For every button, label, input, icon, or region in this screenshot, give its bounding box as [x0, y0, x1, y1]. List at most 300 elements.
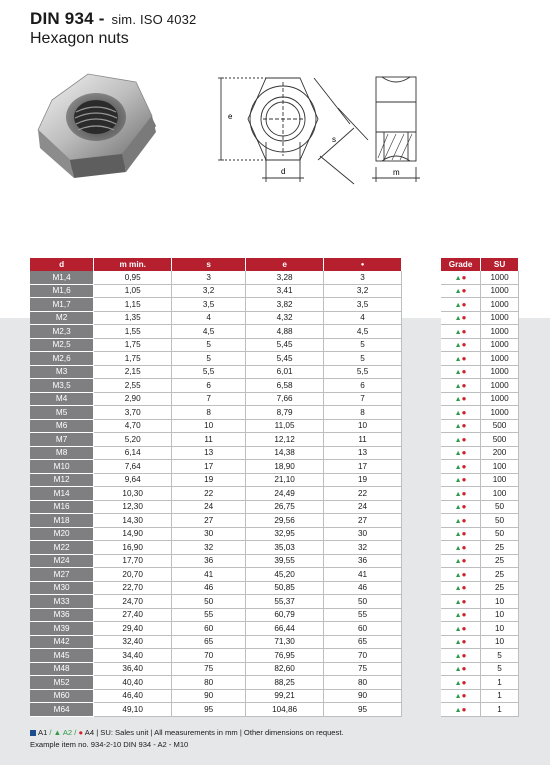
table-cell: 35,03 [246, 541, 324, 555]
table-cell: 3,2 [172, 284, 246, 298]
table-cell: 19 [172, 473, 246, 487]
table-row [30, 689, 402, 703]
grade-cell [441, 554, 481, 568]
su-cell: 1000 [481, 379, 519, 393]
a2-green-triangle-icon: ▲ [454, 558, 462, 566]
table-cell: 14,30 [94, 514, 172, 528]
table-row [30, 635, 402, 649]
dimension-label-s: s [332, 135, 336, 144]
table-cell: 17 [172, 460, 246, 474]
table-cell: 36 [324, 554, 402, 568]
table-cell: 3,41 [246, 284, 324, 298]
a2-green-triangle-icon: ▲ [454, 585, 462, 593]
table-cell: 90 [324, 689, 402, 703]
table-row [30, 500, 402, 514]
table-cell: 10 [324, 419, 402, 433]
table-cell: 71,30 [246, 635, 324, 649]
a2-green-triangle-icon: ▲ [454, 598, 462, 606]
a2-green-triangle-icon: ▲ [454, 652, 462, 660]
table-cell: 2,55 [94, 379, 172, 393]
table-cell: 36 [172, 554, 246, 568]
table-cell: 55,37 [246, 595, 324, 609]
a2-green-triangle-icon: ▲ [454, 382, 462, 390]
column-header: s [172, 258, 246, 271]
grade-cell [441, 608, 481, 622]
a2-green-triangle-icon: ▲ [454, 274, 462, 282]
table-cell: 27 [172, 514, 246, 528]
hex-nut-photo [30, 68, 165, 196]
legend-a1: A1 [38, 728, 48, 737]
legend [30, 728, 344, 737]
table-cell: 5 [324, 352, 402, 366]
table-row [30, 271, 402, 284]
table-header-row [30, 258, 402, 271]
a2-green-triangle-icon: ▲ [454, 666, 462, 674]
table-cell: 3 [172, 271, 246, 284]
table-cell: 41 [324, 568, 402, 582]
a2-green-triangle-icon: ▲ [454, 423, 462, 431]
table-cell: 8,79 [246, 406, 324, 420]
table-cell: M3,5 [30, 379, 94, 393]
grade-cell [441, 419, 481, 433]
table-cell: 75 [172, 662, 246, 676]
table-cell: 46 [324, 581, 402, 595]
table-cell: 99,21 [246, 689, 324, 703]
a2-green-triangle-icon: ▲ [454, 504, 462, 512]
a2-green-triangle-icon: ▲ [454, 679, 462, 687]
su-cell: 25 [481, 554, 519, 568]
su-cell: 500 [481, 419, 519, 433]
table-cell: 4 [172, 311, 246, 325]
grade-cell [441, 460, 481, 474]
page-subtitle: Hexagon nuts [30, 30, 129, 47]
table-row [30, 649, 402, 663]
su-cell: 5 [481, 649, 519, 663]
table-cell: 46,40 [94, 689, 172, 703]
table-cell: 76,95 [246, 649, 324, 663]
table-row [30, 541, 402, 555]
table-row [30, 595, 402, 609]
table-cell: 1,15 [94, 298, 172, 312]
grade-table-row [441, 446, 519, 460]
table-cell: 10 [172, 419, 246, 433]
table-cell: 27,40 [94, 608, 172, 622]
grade-table-row [441, 689, 519, 703]
grade-cell [441, 352, 481, 366]
table-cell: M2,3 [30, 325, 94, 339]
grade-cell [441, 379, 481, 393]
a2-green-triangle-icon: ▲ [454, 342, 462, 350]
a4-red-dot-icon: ● [461, 664, 467, 674]
grade-cell [441, 271, 481, 284]
grade-cell [441, 338, 481, 352]
legend-a4: A4 [84, 728, 95, 737]
grade-table-row [441, 284, 519, 298]
table-cell: 4,70 [94, 419, 172, 433]
table-row [30, 406, 402, 420]
a4-red-dot-icon: ● [78, 728, 84, 737]
grade-cell [441, 406, 481, 420]
table-cell: 3,5 [324, 298, 402, 312]
table-cell: M52 [30, 676, 94, 690]
grade-table-row [441, 392, 519, 406]
table-cell: 27 [324, 514, 402, 528]
grade-table-row [441, 568, 519, 582]
a4-red-dot-icon: ● [461, 353, 467, 363]
a4-red-dot-icon: ● [461, 272, 467, 282]
su-cell: 1000 [481, 284, 519, 298]
table-row [30, 298, 402, 312]
su-cell: 10 [481, 608, 519, 622]
grade-table-row [441, 541, 519, 555]
table-cell: 34,40 [94, 649, 172, 663]
table-cell: 22 [324, 487, 402, 501]
table-cell: 3,82 [246, 298, 324, 312]
grade-cell [441, 298, 481, 312]
table-cell: 11 [172, 433, 246, 447]
grade-cell [441, 473, 481, 487]
a4-red-dot-icon: ● [461, 515, 467, 525]
table-cell: M64 [30, 703, 94, 717]
table-cell: 70 [172, 649, 246, 663]
table-row [30, 527, 402, 541]
title-dash: - [98, 9, 105, 28]
table-cell: 60 [172, 622, 246, 636]
su-cell: 50 [481, 500, 519, 514]
table-cell: M2,5 [30, 338, 94, 352]
a4-red-dot-icon: ● [461, 650, 467, 660]
table-cell: 26,75 [246, 500, 324, 514]
su-cell: 1 [481, 689, 519, 703]
title-main: DIN 934 [30, 9, 94, 28]
a2-green-triangle-icon: ▲ [454, 517, 462, 525]
grade-column-header: SU [481, 258, 519, 271]
table-cell: 5,20 [94, 433, 172, 447]
su-cell: 25 [481, 541, 519, 555]
a2-green-triangle-icon: ▲ [454, 409, 462, 417]
grade-table-row [441, 406, 519, 420]
grade-cell [441, 662, 481, 676]
table-cell: 50 [324, 595, 402, 609]
grade-cell [441, 622, 481, 636]
column-header: e [246, 258, 324, 271]
grade-table-row [441, 581, 519, 595]
grade-cell [441, 649, 481, 663]
table-cell: 5 [324, 338, 402, 352]
table-cell: M20 [30, 527, 94, 541]
table-cell: 66,44 [246, 622, 324, 636]
table-cell: 0,95 [94, 271, 172, 284]
table-cell: 6,58 [246, 379, 324, 393]
grade-cell [441, 487, 481, 501]
a4-red-dot-icon: ● [461, 461, 467, 471]
table-cell: 3,5 [172, 298, 246, 312]
table-cell: M60 [30, 689, 94, 703]
table-cell: 3,2 [324, 284, 402, 298]
table-cell: M2,6 [30, 352, 94, 366]
su-cell: 25 [481, 568, 519, 582]
table-cell: 50,85 [246, 581, 324, 595]
table-cell: M1,7 [30, 298, 94, 312]
table-cell: 10,30 [94, 487, 172, 501]
a2-green-triangle-icon: ▲ [454, 490, 462, 498]
a4-red-dot-icon: ● [461, 529, 467, 539]
table-cell: 12,12 [246, 433, 324, 447]
legend-note: | SU: Sales unit | All measurements in mm | Other dimensions on request. [96, 728, 344, 737]
table-cell: 4,5 [324, 325, 402, 339]
su-cell: 10 [481, 595, 519, 609]
table-cell: 4 [324, 311, 402, 325]
table-cell: M7 [30, 433, 94, 447]
a2-green-triangle-icon: ▲ [454, 369, 462, 377]
table-cell: 55 [172, 608, 246, 622]
a2-green-triangle-icon: ▲ [454, 531, 462, 539]
su-cell: 1000 [481, 271, 519, 284]
table-cell: 21,10 [246, 473, 324, 487]
table-cell: M48 [30, 662, 94, 676]
table-cell: 1,05 [94, 284, 172, 298]
grade-cell [441, 325, 481, 339]
a4-red-dot-icon: ● [461, 691, 467, 701]
grade-table-row [441, 338, 519, 352]
table-cell: 6,01 [246, 365, 324, 379]
page-title [30, 9, 196, 29]
grade-cell [441, 433, 481, 447]
a2-green-triangle-icon: ▲ [454, 396, 462, 404]
grade-table-row [441, 419, 519, 433]
table-row [30, 419, 402, 433]
table-cell: M16 [30, 500, 94, 514]
table-cell: 7,64 [94, 460, 172, 474]
su-cell: 1000 [481, 365, 519, 379]
su-cell: 1 [481, 703, 519, 717]
grade-table-row [441, 635, 519, 649]
table-cell: M45 [30, 649, 94, 663]
a2-green-triangle-icon: ▲ [454, 706, 462, 714]
table-cell: 41 [172, 568, 246, 582]
table-cell: M12 [30, 473, 94, 487]
a4-red-dot-icon: ● [461, 326, 467, 336]
table-row [30, 284, 402, 298]
table-row [30, 433, 402, 447]
table-row [30, 622, 402, 636]
table-cell: 13 [324, 446, 402, 460]
table-row [30, 676, 402, 690]
a4-red-dot-icon: ● [461, 583, 467, 593]
grade-table-row [441, 500, 519, 514]
table-row [30, 446, 402, 460]
table-row [30, 338, 402, 352]
a4-red-dot-icon: ● [461, 286, 467, 296]
su-cell: 1000 [481, 392, 519, 406]
su-cell: 200 [481, 446, 519, 460]
grade-cell [441, 365, 481, 379]
a4-red-dot-icon: ● [461, 367, 467, 377]
grade-cell [441, 446, 481, 460]
su-cell: 25 [481, 581, 519, 595]
table-cell: M22 [30, 541, 94, 555]
table-cell: 1,75 [94, 338, 172, 352]
grade-table-row [441, 527, 519, 541]
a4-red-dot-icon: ● [461, 556, 467, 566]
table-cell: 12,30 [94, 500, 172, 514]
table-cell: M2 [30, 311, 94, 325]
su-cell: 1000 [481, 406, 519, 420]
a4-red-dot-icon: ● [461, 623, 467, 633]
grade-cell [441, 568, 481, 582]
a4-red-dot-icon: ● [461, 299, 467, 309]
a4-red-dot-icon: ● [461, 313, 467, 323]
table-cell: M33 [30, 595, 94, 609]
grade-table-row [441, 622, 519, 636]
table-cell: M14 [30, 487, 94, 501]
table-cell: 32 [324, 541, 402, 555]
grade-table-row [441, 662, 519, 676]
table-row [30, 581, 402, 595]
a2-green-triangle-icon: ▲ [454, 450, 462, 458]
table-cell: 5 [172, 338, 246, 352]
table-cell: 4,88 [246, 325, 324, 339]
table-cell: 95 [172, 703, 246, 717]
a4-red-dot-icon: ● [461, 421, 467, 431]
a2-green-triangle-icon: ▲ [454, 355, 462, 363]
table-cell: 20,70 [94, 568, 172, 582]
table-cell: M42 [30, 635, 94, 649]
a4-red-dot-icon: ● [461, 542, 467, 552]
table-row [30, 325, 402, 339]
table-cell: 11 [324, 433, 402, 447]
grade-table-row [441, 298, 519, 312]
grade-table-row [441, 649, 519, 663]
grade-cell [441, 527, 481, 541]
table-cell: 24 [172, 500, 246, 514]
table-cell: 1,55 [94, 325, 172, 339]
table-cell: 32,40 [94, 635, 172, 649]
a4-red-dot-icon: ● [461, 434, 467, 444]
table-cell: 39,55 [246, 554, 324, 568]
a2-green-triangle-icon: ▲ [454, 612, 462, 620]
dimension-label-m: m [393, 168, 400, 177]
a4-red-dot-icon: ● [461, 596, 467, 606]
grade-table-row [441, 460, 519, 474]
table-cell: 104,86 [246, 703, 324, 717]
table-cell: 3,28 [246, 271, 324, 284]
grade-table-row [441, 676, 519, 690]
grade-table-row [441, 311, 519, 325]
table-cell: 17,70 [94, 554, 172, 568]
a2-green-triangle-icon: ▲ [454, 544, 462, 552]
table-cell: 60,79 [246, 608, 324, 622]
grade-table-row [441, 595, 519, 609]
a2-green-triangle-icon: ▲ [454, 625, 462, 633]
table-cell: 4,5 [172, 325, 246, 339]
su-cell: 1000 [481, 311, 519, 325]
table-row [30, 514, 402, 528]
su-cell: 1000 [481, 325, 519, 339]
table-cell: M1,6 [30, 284, 94, 298]
table-cell: M27 [30, 568, 94, 582]
column-header: m min. [94, 258, 172, 271]
a2-green-triangle-icon: ▲ [454, 315, 462, 323]
grade-table-row [441, 433, 519, 447]
su-cell: 50 [481, 527, 519, 541]
table-cell: M10 [30, 460, 94, 474]
table-row [30, 487, 402, 501]
table-row [30, 352, 402, 366]
grade-table-row [441, 703, 519, 717]
a4-red-dot-icon: ● [461, 677, 467, 687]
table-cell: 30 [172, 527, 246, 541]
table-cell: 55 [324, 608, 402, 622]
table-cell: 5,45 [246, 338, 324, 352]
table-cell: M5 [30, 406, 94, 420]
grade-cell [441, 311, 481, 325]
table-row [30, 662, 402, 676]
grade-table-row [441, 271, 519, 284]
table-cell: M3 [30, 365, 94, 379]
example-item-number: Example item no. 934-2-10 DIN 934 - A2 - M10 [30, 740, 189, 749]
su-cell: 100 [481, 487, 519, 501]
grade-table-row [441, 514, 519, 528]
table-cell: 46 [172, 581, 246, 595]
a2-green-triangle-icon: ▲ [454, 693, 462, 701]
su-cell: 100 [481, 473, 519, 487]
grade-cell [441, 541, 481, 555]
table-cell: M30 [30, 581, 94, 595]
table-cell: 32 [172, 541, 246, 555]
dimension-label-d: d [281, 167, 286, 176]
grade-cell [441, 689, 481, 703]
table-cell: 90 [172, 689, 246, 703]
table-cell: 7 [172, 392, 246, 406]
table-cell: M39 [30, 622, 94, 636]
table-row [30, 608, 402, 622]
a2-green-triangle-icon: ▲ [454, 463, 462, 471]
table-cell: 45,20 [246, 568, 324, 582]
table-cell: 17 [324, 460, 402, 474]
table-cell: 80 [172, 676, 246, 690]
table-cell: 49,10 [94, 703, 172, 717]
table-row [30, 460, 402, 474]
table-cell: 1,75 [94, 352, 172, 366]
table-row [30, 365, 402, 379]
grade-cell [441, 284, 481, 298]
a4-red-dot-icon: ● [461, 380, 467, 390]
grade-table-row [441, 325, 519, 339]
grade-column-header: Grade [441, 258, 481, 271]
table-cell: 4,32 [246, 311, 324, 325]
su-cell: 1000 [481, 298, 519, 312]
table-cell: 18,90 [246, 460, 324, 474]
grade-table-row [441, 379, 519, 393]
table-cell: 65 [172, 635, 246, 649]
table-cell: 14,90 [94, 527, 172, 541]
su-cell: 10 [481, 622, 519, 636]
a2-green-triangle-icon: ▲ [454, 436, 462, 444]
table-cell: 65 [324, 635, 402, 649]
dimensions-table [30, 258, 402, 717]
table-cell: M18 [30, 514, 94, 528]
grade-cell [441, 635, 481, 649]
table-cell: 5,5 [172, 365, 246, 379]
dimension-label-e: e [228, 112, 233, 121]
grade-cell [441, 595, 481, 609]
table-cell: M36 [30, 608, 94, 622]
table-cell: M24 [30, 554, 94, 568]
su-cell: 1000 [481, 352, 519, 366]
grade-table-row [441, 608, 519, 622]
grade-table-row [441, 365, 519, 379]
